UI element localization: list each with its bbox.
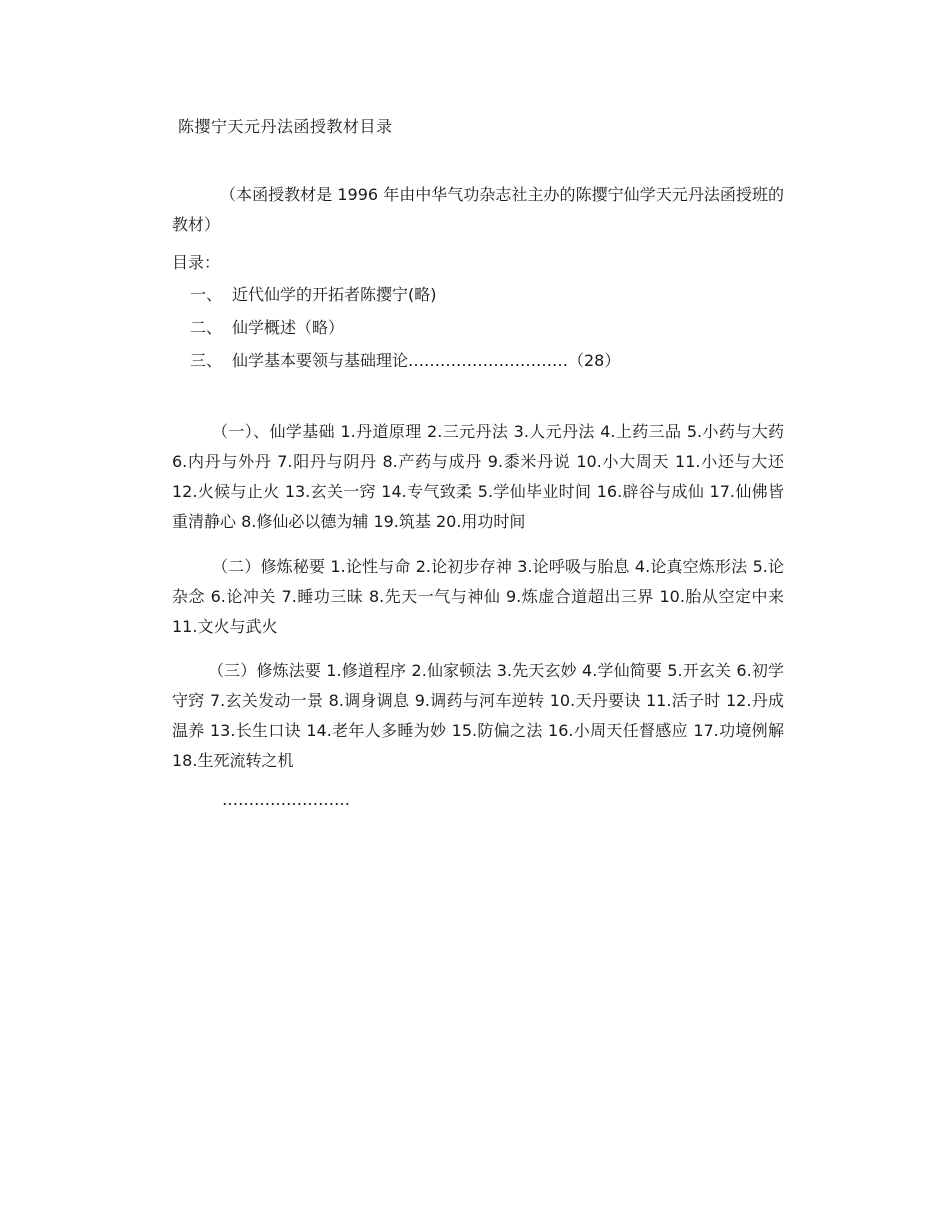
toc-item-number: 二、 xyxy=(190,318,223,337)
section-paragraph-secrets: （二）修炼秘要 1.论性与命 2.论初步存神 3.论呼吸与胎息 4.论真空炼形法 5.论杂念 6.论冲关 7.睡功三昧 8.先天一气与神仙 9.炼虚合道超出三界 10.胎从空定中来 11.文火与武火 xyxy=(172,557,784,636)
toc-item-number: 三、 xyxy=(190,351,223,370)
toc-item-text: 仙学概述（略） xyxy=(232,318,345,337)
toc-item-text: 近代仙学的开拓者陈撄宁(略) xyxy=(232,285,437,304)
section-paragraph-basics: （一）、仙学基础 1.丹道原理 2.三元丹法 3.人元丹法 4.上药三品 5.小药与大药 6.内丹与外丹 7.阳丹与阴丹 8.产药与成丹 9.黍米丹说 10.小大周天 11.小还与大还 12.火候与止火 13.玄关一窍 14.专气致柔 5.学仙毕业时间 16.辟谷与成仙 17.仙佛皆重清静心 8.修仙必以德为辅 19.筑基 20.用功时间 xyxy=(172,422,784,531)
intro-paragraph: （本函授教材是 1996 年由中华气功杂志社主办的陈撄宁仙学天元丹法函授班的教材） xyxy=(172,185,784,234)
toc-item-text: 仙学基本要领与基础理论…………………………（28） xyxy=(232,351,621,370)
toc-item xyxy=(190,280,437,310)
toc-item xyxy=(190,346,620,376)
toc-item-number: 一、 xyxy=(190,285,223,304)
section-paragraph-methods: （三）修炼法要 1.修道程序 2.仙家顿法 3.先天玄妙 4.学仙简要 5.开玄关 6.初学守窍 7.玄关发动一景 8.调身调息 9.调药与河车逆转 10.天丹要诀 11.活子时 12.丹成温养 13.长生口诀 14.老年人多睡为妙 15.防偏之法 16.小周天任督感应 17.功境例解 18.生死流转之机 xyxy=(172,661,784,770)
document-title: 陈撄宁天元丹法函授教材目录 xyxy=(178,117,393,136)
toc-label: 目录： xyxy=(172,253,221,272)
continuation-ellipsis: …………………… xyxy=(222,790,350,809)
toc-item xyxy=(190,313,344,343)
